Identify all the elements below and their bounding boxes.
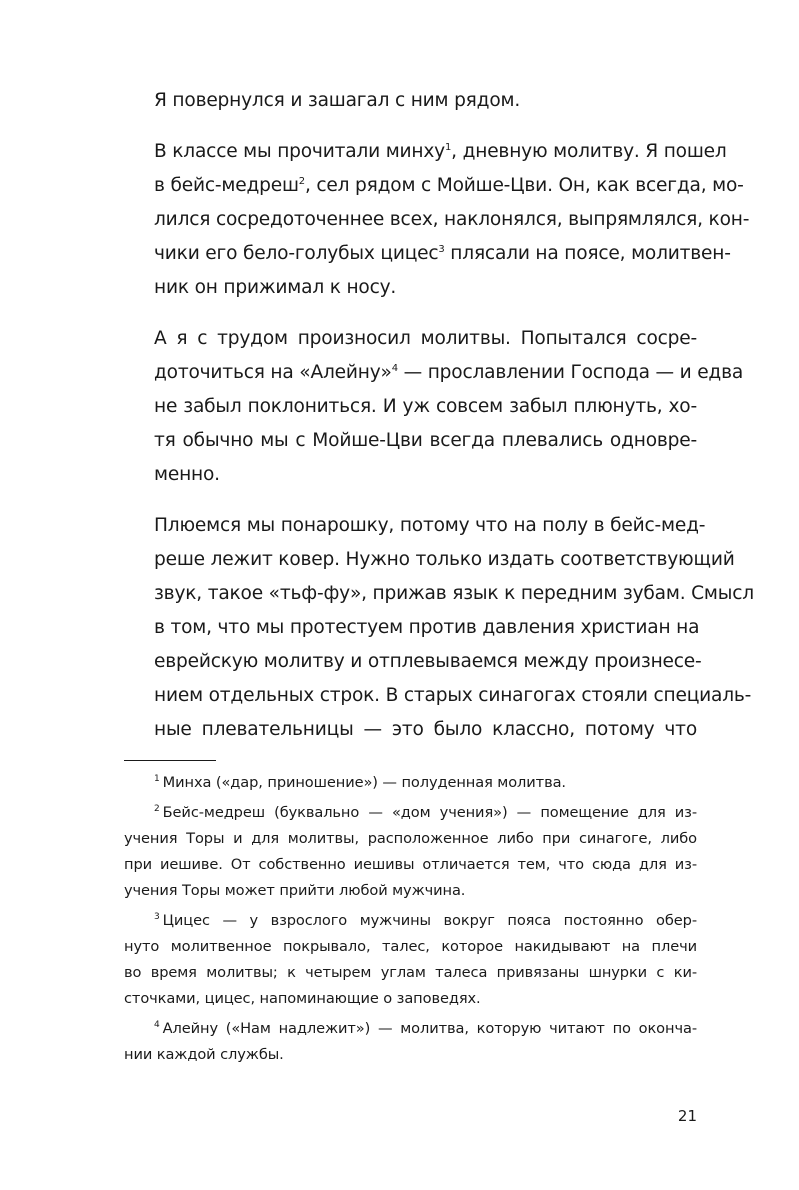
footnote: [124, 770, 697, 796]
footnote-line: [124, 960, 697, 986]
text-segment: в бейс-медреш: [154, 175, 299, 196]
footnote-line: [124, 826, 697, 852]
text-line: Я повернулся и зашагал с ним рядом.: [154, 90, 521, 111]
footnote-text: Цицес — у взрослого мужчины вокруг пояса постоянно обер-: [162, 912, 697, 929]
paragraph: [124, 509, 754, 747]
paragraph: [124, 135, 750, 305]
footnote-text: Минха («дар, приношение») — полуденная молитва.: [162, 774, 566, 791]
text-line: тя обычно мы с Мойше-Цви всегда плевались одновре-: [154, 430, 697, 451]
text-line: лился сосредоточеннее всех, наклонялся, выпрямлялся, кон-: [154, 209, 750, 230]
footnote-reference: 3: [438, 244, 445, 255]
footnote-reference: 2: [298, 176, 305, 187]
text-line: еврейскую молитву и отплевываемся между произнесе-: [154, 651, 702, 672]
footnotes: [124, 770, 697, 1072]
text-line: [124, 169, 744, 203]
text-line: ные плевательницы — это было классно, потому что: [154, 719, 697, 740]
text-line: [124, 237, 731, 271]
footnote-text: нии каждой службы.: [124, 1046, 284, 1063]
footnote-line: [124, 934, 697, 960]
book-page: [124, 0, 754, 1190]
text-segment: — прославлении Господа — и едва: [397, 362, 744, 383]
footnote-line: [124, 800, 697, 826]
footnote-divider: [124, 760, 216, 761]
footnote: [124, 1016, 697, 1068]
footnote-line: [124, 986, 697, 1012]
footnote-text: нуто молитвенное покрывало, талес, которое накидывают на плечи: [124, 938, 697, 955]
text-segment: , сел рядом с Мойше-Цви. Он, как всегда, мо-: [304, 175, 744, 196]
text-line: не забыл поклониться. И уж совсем забыл плюнуть, хо-: [154, 396, 697, 417]
text-line: в том, что мы протестуем против давления христиан на: [154, 617, 700, 638]
footnote-text: Алейну («Нам надлежит») — молитва, которую читают по оконча-: [162, 1020, 697, 1037]
paragraph: [124, 84, 697, 118]
text-line: ник он прижимал к носу.: [154, 277, 397, 298]
footnote-line: [124, 1016, 697, 1042]
footnote-text: сточками, цицес, напоминающие о заповедях.: [124, 990, 481, 1007]
footnote-line: [124, 1042, 697, 1068]
footnote-text: Бейс-медреш (буквально — «дом учения») — помещение для из-: [162, 804, 697, 821]
text-line: А я с трудом произносил молитвы. Попытался сосре-: [154, 328, 697, 349]
text-line: [124, 356, 744, 390]
page-number: 21: [677, 1107, 697, 1125]
footnote-text: при иешиве. От собственно иешивы отличается тем, что сюда для из-: [124, 856, 697, 873]
paragraph: [124, 322, 744, 492]
footnote-number: 1: [154, 774, 160, 784]
text-segment: В классе мы прочитали минху: [154, 141, 445, 162]
footnote-text: учения Торы может прийти любой мужчина.: [124, 882, 466, 899]
text-line: Плюемся мы понарошку, потому что на полу в бейс-мед-: [154, 515, 706, 536]
main-text: [124, 84, 754, 764]
footnote-text: учения Торы и для молитвы, расположенное либо при синагоге, либо: [124, 830, 697, 847]
text-line: реше лежит ковер. Нужно только издать соответствующий: [154, 549, 735, 570]
footnote-number: 2: [154, 804, 160, 814]
footnote-line: [124, 770, 697, 796]
footnote: [124, 800, 697, 904]
footnote-text: во время молитвы; к четырем углам талеса привязаны шнурки с ки-: [124, 964, 697, 981]
text-line: нием отдельных строк. В старых синагогах стояли специаль-: [154, 685, 752, 706]
text-segment: чики его бело-голубых цицес: [154, 243, 439, 264]
text-segment: доточиться на «Алейну»: [154, 362, 392, 383]
footnote-line: [124, 852, 697, 878]
text-line: менно.: [154, 464, 220, 485]
text-segment: плясали на поясе, молитвен-: [444, 243, 731, 264]
footnote-reference: 4: [391, 363, 398, 374]
footnote-number: 3: [154, 912, 160, 922]
footnote-reference: 1: [444, 142, 452, 153]
footnote-number: 4: [154, 1020, 160, 1030]
text-segment: , дневную молитву. Я пошел: [451, 141, 727, 162]
footnote: [124, 908, 697, 1012]
footnote-line: [124, 908, 697, 934]
text-line: [124, 135, 727, 169]
text-line: звук, такое «тьф-фу», прижав язык к передним зубам. Смысл: [154, 583, 754, 604]
footnote-line: [124, 878, 697, 904]
